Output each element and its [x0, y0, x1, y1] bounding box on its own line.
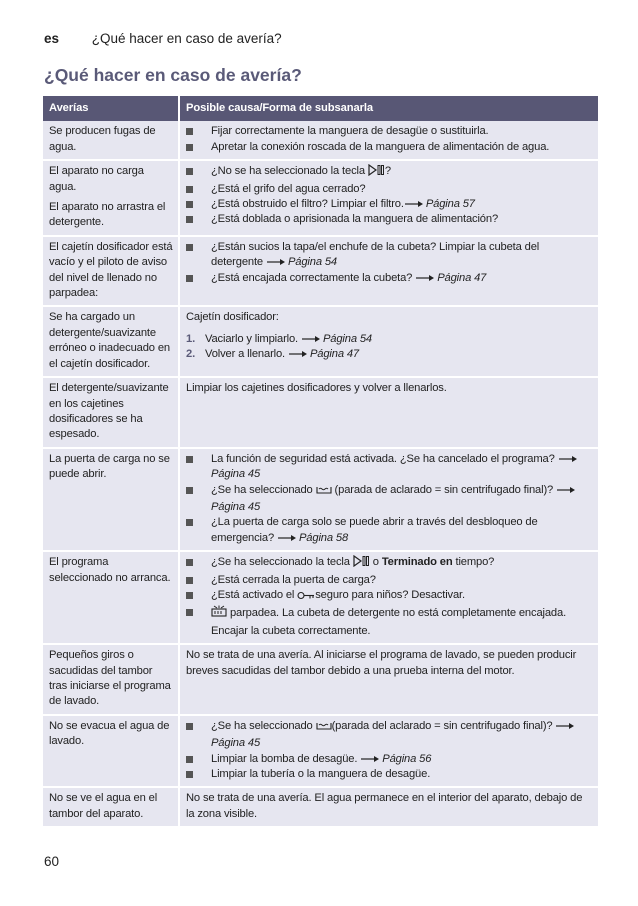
page-reference: Página 54 [287, 256, 338, 269]
square-bullet-icon [186, 609, 193, 616]
list-item [186, 588, 593, 605]
item-text: ¿Está activado el [211, 588, 298, 601]
child-lock-icon [297, 590, 315, 605]
cause-cell [179, 160, 598, 236]
language-code: es [44, 31, 60, 46]
item-text: Limpiar la tubería o la manguera de desagüe. [211, 768, 431, 781]
item-text: (parada del aclarado = sin centrifugado final)? [331, 719, 556, 732]
list-item [186, 719, 593, 752]
column-header-fault: Averías [43, 96, 179, 121]
cause-text: No se trata de una avería. El agua permanece en el interior del aparato, debajo de la zona visible. [186, 792, 583, 820]
table-row [43, 551, 598, 644]
steps-list [186, 332, 593, 363]
table-row [43, 377, 598, 448]
item-text: ¿Se ha seleccionado [211, 483, 316, 496]
arrow-right-icon [288, 347, 310, 362]
list-item [186, 483, 593, 516]
table-row [43, 236, 598, 307]
item-text: ¿Está doblada o aprisionada la manguera de alimentación? [211, 213, 499, 226]
page-reference: Página 54 [322, 332, 373, 345]
fault-text: Pequeños giros o sacudidas del tambor tras iniciarse el programa de lavado. [49, 649, 171, 708]
list-item [186, 452, 593, 483]
arrow-right-icon [556, 483, 578, 498]
bold-text: Terminado en [381, 556, 453, 569]
arrow-right-icon [558, 452, 580, 467]
troubleshooting-table [43, 96, 598, 828]
square-bullet-icon [186, 186, 193, 193]
cause-cell [179, 448, 598, 551]
square-bullet-icon [186, 275, 193, 282]
cause-cell [179, 121, 598, 160]
item-text: Apretar la conexión roscada de la manguera de alimentación de agua. [211, 140, 550, 153]
cause-cell [179, 236, 598, 307]
list-item [186, 347, 593, 362]
square-bullet-icon [186, 216, 193, 223]
fault-text: No se evacua el agua de lavado. [49, 719, 170, 748]
cause-list [186, 240, 593, 286]
item-text: ¿Se ha seleccionado [211, 719, 316, 732]
fault-text: El aparato no arrastra el detergente. [49, 201, 166, 229]
rinse-hold-icon [316, 721, 332, 736]
square-bullet-icon [186, 771, 193, 778]
list-item [186, 515, 593, 546]
fault-text: El programa seleccionado no arranca. [49, 556, 171, 584]
cause-text: Limpiar los cajetines dosificadores y volver a llenarlos. [186, 382, 447, 395]
list-item [186, 332, 593, 347]
list-item [186, 124, 593, 139]
arrow-right-icon [266, 255, 288, 270]
fault-text: El cajetín dosificador está vacío y el piloto de aviso del nivel de llenado no parpadea: [49, 240, 173, 300]
square-bullet-icon [186, 244, 193, 251]
step-number: 2. [186, 348, 196, 361]
table-row [43, 715, 598, 788]
column-header-cause: Posible causa/Forma de subsanarla [179, 96, 598, 121]
item-text: Volver a llenarlo. [205, 348, 288, 361]
fault-cell [43, 448, 179, 551]
arrow-right-icon [360, 752, 382, 767]
page-title: ¿Qué hacer en caso de avería? [44, 65, 302, 85]
square-bullet-icon [186, 577, 193, 584]
arrow-right-icon [415, 271, 437, 286]
item-text: parpadea. La cubeta de detergente no está completamente encajada. Encajar la cubeta correctamente. [211, 607, 567, 637]
list-item [186, 182, 593, 197]
list-item [186, 555, 593, 572]
square-bullet-icon [186, 128, 193, 135]
fault-cell [43, 715, 179, 788]
item-text: ¿No se ha seleccionado la tecla [211, 165, 368, 178]
list-item [186, 212, 593, 227]
cause-cell [179, 787, 598, 827]
list-item [186, 197, 593, 212]
fault-cell [43, 121, 179, 160]
cause-list [186, 164, 593, 228]
table-row [43, 306, 598, 377]
page-reference: Página 45 [211, 737, 261, 750]
running-header [44, 31, 282, 46]
fault-text: Se ha cargado un detergente/suavizante erróneo o inadecuado en el cajetín dosificador. [49, 311, 170, 370]
step-number: 1. [186, 332, 196, 345]
item-text: tiempo? [452, 556, 495, 569]
fault-text: No se ve el agua en el tambor del aparato. [49, 792, 158, 820]
page-reference: Página 45 [211, 468, 261, 481]
item-text: La función de seguridad está activada. ¿Se ha cancelado el programa? [211, 452, 558, 465]
square-bullet-icon [186, 559, 193, 566]
item-text: ¿Está obstruido el filtro? Limpiar el filtro. [211, 198, 404, 211]
item-text: ¿Está el grifo del agua cerrado? [211, 182, 366, 195]
arrow-right-icon [404, 197, 426, 212]
item-text: Fijar correctamente la manguera de desagüe o sustituirla. [211, 125, 489, 138]
page-reference: Página 45 [211, 500, 261, 513]
table-row [43, 160, 598, 236]
page-reference: Página 47 [437, 271, 487, 284]
square-bullet-icon [186, 519, 193, 526]
table-row [43, 448, 598, 551]
square-bullet-icon [186, 144, 193, 151]
table-header-row [43, 96, 598, 121]
item-text: o [369, 556, 382, 569]
cause-cell [179, 644, 598, 715]
list-item [186, 164, 593, 181]
fault-text: Se producen fugas de agua. [49, 125, 156, 153]
square-bullet-icon [186, 456, 193, 463]
item-text: Limpiar la bomba de desagüe. [211, 752, 361, 765]
page-reference: Página 56 [382, 752, 432, 765]
item-text: (parada de aclarado = sin centrifugado final)? [331, 483, 557, 496]
cause-intro: Cajetín dosificador: [186, 311, 279, 324]
page-reference: Página 58 [299, 531, 349, 544]
square-bullet-icon [186, 756, 193, 763]
list-item [186, 573, 593, 588]
fault-cell [43, 787, 179, 827]
list-item [186, 140, 593, 155]
cause-text: No se trata de una avería. Al iniciarse el programa de lavado, se pueden producir breves sacudidas del tambor debido a una prueba interna del motor. [186, 649, 577, 677]
fault-cell [43, 236, 179, 307]
cause-list [186, 124, 593, 155]
fault-text: El detergente/suavizante en los cajetines dosificadores se ha espesado. [49, 382, 169, 441]
fault-cell [43, 160, 179, 236]
running-header-title: ¿Qué hacer en caso de avería? [91, 31, 282, 46]
start-pause-icon [368, 164, 385, 181]
detergent-drawer-icon [211, 605, 227, 623]
list-item [186, 767, 593, 782]
item-text: ¿Se ha seleccionado la tecla [211, 556, 353, 569]
list-item [186, 271, 593, 286]
cause-cell [179, 306, 598, 377]
item-text: ¿Están sucios la tapa/el enchufe de la cubeta? Limpiar la cubeta del detergente [211, 240, 540, 269]
page-reference: Página 47 [309, 348, 360, 361]
square-bullet-icon [186, 592, 193, 599]
fault-text: El aparato no carga agua. [49, 165, 144, 193]
fault-cell [43, 644, 179, 715]
table-row [43, 121, 598, 160]
item-text: ? [384, 165, 391, 178]
table-row [43, 787, 598, 827]
list-item [186, 752, 593, 767]
table-row [43, 644, 598, 715]
fault-cell [43, 377, 179, 448]
arrow-right-icon [555, 719, 577, 734]
fault-cell [43, 551, 179, 644]
square-bullet-icon [186, 723, 193, 730]
cause-list [186, 555, 593, 639]
item-text: ¿Está encajada correctamente la cubeta? [211, 271, 416, 284]
arrow-right-icon [301, 332, 323, 347]
item-text: Vaciarlo y limpiarlo. [205, 332, 301, 345]
list-item [186, 240, 593, 271]
square-bullet-icon [186, 201, 193, 208]
cause-cell [179, 715, 598, 788]
arrow-right-icon [277, 531, 299, 546]
rinse-hold-icon [316, 485, 332, 500]
start-pause-icon [353, 555, 370, 572]
cause-cell [179, 377, 598, 448]
item-text: ¿Está cerrada la puerta de carga? [211, 573, 376, 586]
square-bullet-icon [186, 487, 193, 494]
fault-cell [43, 306, 179, 377]
square-bullet-icon [186, 168, 193, 175]
item-text: seguro para niños? Desactivar. [315, 588, 465, 601]
cause-list [186, 719, 593, 783]
list-item [186, 605, 593, 639]
item-text: ¿La puerta de carga solo se puede abrir a través del desbloqueo de emergencia? [211, 516, 538, 544]
page-number: 60 [44, 854, 60, 869]
cause-list [186, 452, 593, 546]
fault-text: La puerta de carga no se puede abrir. [49, 452, 170, 481]
page-reference: Página 57 [425, 198, 475, 211]
cause-cell [179, 551, 598, 644]
